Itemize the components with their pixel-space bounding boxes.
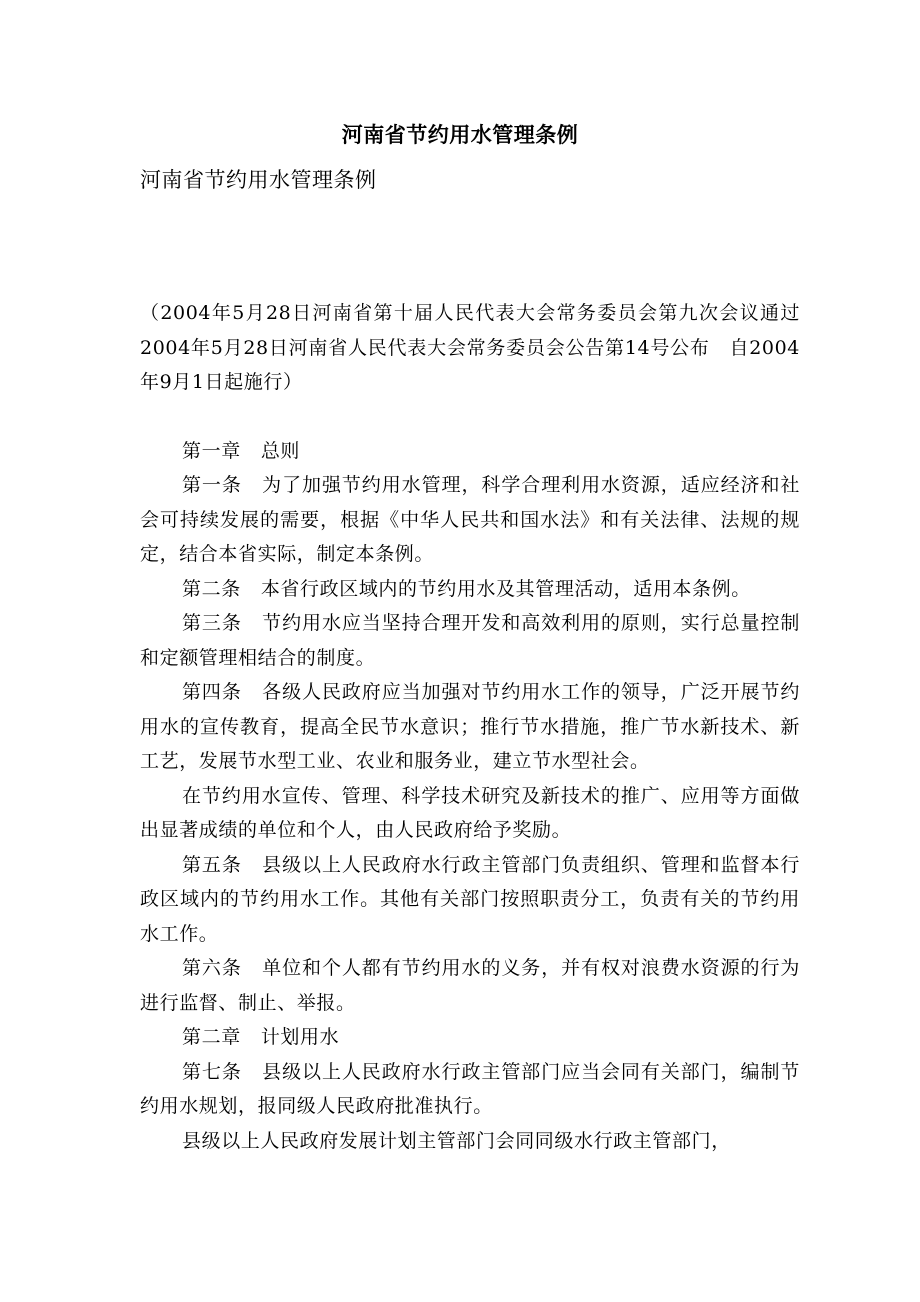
article-text: 单位和个人都有节约用水的义务，并有权对浪费水资源的行为进行监督、制止、举报。 <box>140 957 800 1014</box>
preamble: （2004年5月28日河南省第十届人民代表大会常务委员会第九次会议通过 2004年5月28日河南省人民代表大会常务委员会公告第14号公布 自2004年9月1日起施行） <box>140 302 820 393</box>
article-paragraph <box>140 675 800 779</box>
article-paragraph <box>140 572 800 607</box>
document-body <box>140 296 820 1158</box>
article-text: 县级以上人民政府水行政主管部门负责组织、管理和监督本行政区域内的节约用水工作。其他有关部门按照职责分工，负责有关的节约用水工作。 <box>140 853 800 945</box>
article-text: 各级人民政府应当加强对节约用水工作的领导，广泛开展节约用水的宣传教育，提高全民节水意识；推行节水措施，推广节水新技术、新工艺，发展节水型工业、农业和服务业，建立节水型社会。 <box>140 681 800 772</box>
article-label: 第一条 <box>182 474 242 496</box>
article-text: 本省行政区域内的节约用水及其管理活动，适用本条例。 <box>260 577 751 600</box>
article-text: 在节约用水宣传、管理、科学技术研究及新技术的推广、应用等方面做出显著成绩的单位和个人，由人民政府给予奖励。 <box>140 784 800 841</box>
chapter-heading <box>140 434 800 469</box>
document-subtitle: 河南省节约用水管理条例 <box>140 168 377 192</box>
chapter-label: 第一章 <box>182 439 241 462</box>
article-paragraph <box>140 606 800 675</box>
article-label: 第二条 <box>182 577 241 600</box>
article-label: 第七条 <box>182 1060 242 1083</box>
article-text: 县级以上人民政府水行政主管部门应当会同有关部门，编制节约用水规划，报同级人民政府批准执行。 <box>140 1060 800 1117</box>
article-text: 节约用水应当坚持合理开发和高效利用的原则，实行总量控制和定额管理相结合的制度。 <box>140 612 800 669</box>
article-continuation <box>140 1124 800 1159</box>
chapter-title: 总则 <box>260 439 301 462</box>
chapter-title: 计划用水 <box>260 1026 340 1048</box>
article-label: 第三条 <box>182 612 242 634</box>
article-label: 第六条 <box>182 957 242 979</box>
document-title: 河南省节约用水管理条例 <box>341 122 579 147</box>
article-paragraph <box>140 951 800 1020</box>
article-label: 第四条 <box>182 681 242 703</box>
chapter-label: 第二章 <box>182 1026 241 1048</box>
article-text: 县级以上人民政府发展计划主管部门会同同级水行政主管部门， <box>182 1129 731 1152</box>
article-paragraph <box>140 468 800 572</box>
chapter-heading <box>140 1020 800 1055</box>
article-paragraph <box>140 848 800 952</box>
article-continuation <box>140 779 800 848</box>
article-label: 第五条 <box>182 853 242 876</box>
article-text: 为了加强节约用水管理，科学合理利用水资源，适应经济和社会可持续发展的需要，根据《中华人民共和国水法》和有关法律、法规的规定，结合本省实际，制定本条例。 <box>140 474 800 565</box>
article-paragraph <box>140 1055 800 1124</box>
